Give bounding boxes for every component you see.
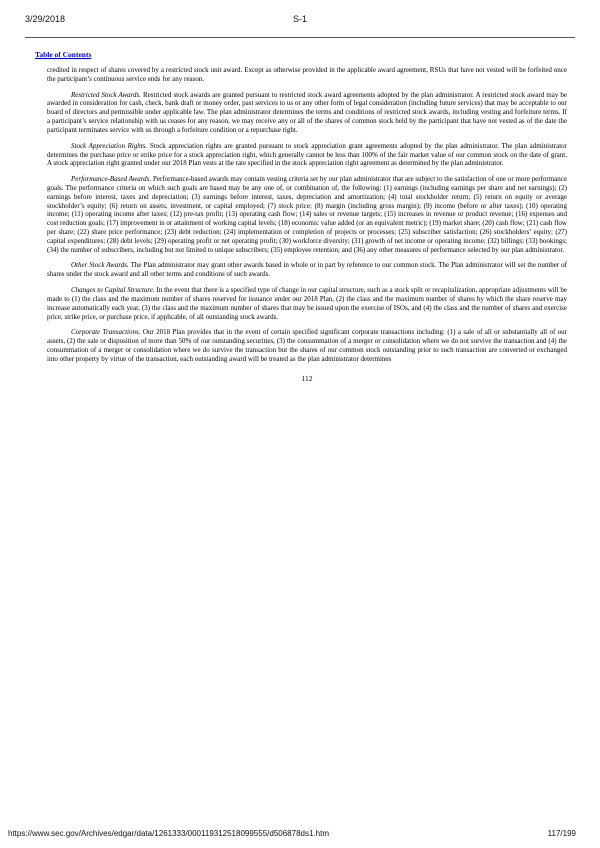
paragraph: Corporate Transactions. Our 2018 Plan provides that in the event of certain specified significant corporate transactions including: (1) a sale of all or substantially all of our assets, (2) the sale or disposition of more than 50% of our outstanding securities, (3) the consummation of a merger or consolidation where we do not survive the transaction and (4) the consummation of a merger or consolidation where we do survive the transaction but the shares of our common stock outstanding prior to such transaction are converted or exchanged into other property by virtue of the transaction, each outstanding award will be treated as the plan administrator determines <box>47 328 567 363</box>
paragraph-lead: Stock Appreciation Rights. <box>71 141 148 150</box>
paragraph: Other Stock Awards. The Plan administrator may grant other awards based in whole or in part by reference to our common stock. The Plan administrator will set the number of shares under the stock award and all other terms and conditions of such awards. <box>47 261 567 279</box>
paragraph-lead: Changes to Capital Structure. <box>71 286 155 295</box>
print-header <box>25 14 575 26</box>
header-rule <box>25 37 575 38</box>
paragraph-lead: Restricted Stock Awards. <box>71 90 141 99</box>
paragraph: Restricted Stock Awards. Restricted stock awards are granted pursuant to restricted stock award agreements adopted by the plan administrator. A restricted stock award may be awarded in consideration for cash, check, bank draft or money order, past services to us or any other form of legal consideration (including future services) that may be acceptable to our board of directors and permissible under applicable law. The plan administrator determines the terms and conditions of restricted stock awards, including vesting and forfeiture terms. If a participant’s service relationship with us ceases for any reason, we may receive any or all of the shares of common stock held by the participant that have not vested as of the date the participant terminates service with us through a forfeiture condition or a repurchase right. <box>47 90 567 134</box>
document-content <box>47 66 567 383</box>
page-progress: 117/199 <box>547 829 576 838</box>
paragraph: Stock Appreciation Rights. Stock appreciation rights are granted pursuant to stock appreciation grant agreements adopted by the plan administrator. The plan administrator determines the purchase price or strike price for a stock appreciation right, which generally cannot be less than 100% of the fair market value of our common stock on the date of grant. A stock appreciation right granted under our 2018 Plan vests at the rate specified in the stock appreciation right agreement as determined by the plan administrator. <box>47 141 567 168</box>
paragraph-lead: Corporate Transactions. <box>71 328 141 337</box>
paragraph: Performance-Based Awards. Performance-based awards may contain vesting criteria set by our plan administrator that are subject to the satisfaction of one or more performance goals. The performance criteria on which such goals are based may be any one of, or combination of, the following: (1) earnings (including earnings per share and net earnings); (2) earnings before interest, taxes and depreciation; (3) earnings before interest, taxes, depreciation and amortization; (4) total stockholder return; (5) return on equity or average stockholder’s equity; (6) return on assets, investment, or capital employed; (7) stock price; (8) margin (including gross margin); (9) income (before or after taxes); (10) operating income; (11) operating income after taxes; (12) pre-tax profit; (13) operating cash flow; (14) sales or revenue targets; (15) increases in revenue or product revenue; (16) expenses and cost reduction goals; (17) improvement in or attainment of working capital levels; (18) economic value added (or an equivalent metric); (19) market share; (20) cash flow; (21) cash flow per share; (22) share price performance; (23) debt reduction; (24) implementation or completion of projects or processes; (25) subscriber satisfaction; (26) stockholders’ equity; (27) capital expenditures; (28) debt levels; (29) operating profit or net operating profit; (30) workforce diversity; (31) growth of net income or operating income; (32) billings; (33) bookings; (34) the number of subscribers, including but not limited to unique subscribers; (35) employee retention; and (36) any other measures of performance selected by our plan administrator. <box>47 175 567 254</box>
paragraph-lead: Other Stock Awards. <box>71 261 129 270</box>
print-date: 3/29/2018 <box>25 14 66 24</box>
print-footer <box>8 829 576 838</box>
toc-link-container <box>35 44 91 62</box>
document-type-label: S-1 <box>292 14 307 24</box>
paragraph: Changes to Capital Structure. In the event that there is a specified type of change in our capital structure, such as a stock split or recapitalization, appropriate adjustments will be made to (1) the class and the maximum number of shares reserved for issuance under our 2018 Plan, (2) the class and the maximum number of shares by which the share reserve may increase automatically each year, (3) the class and the maximum number of shares that may be issued upon the exercise of ISOs, and (4) the class and the number of shares and exercise price, strike price, or purchase price, if applicable, of all outstanding stock awards. <box>47 286 567 321</box>
paragraph: credited in respect of shares covered by a restricted stock unit award. Except as otherwise provided in the applicable award agreement, RSUs that have not vested will be forfeited once the participant’s continuous service ends for any reason. <box>47 66 567 83</box>
table-of-contents-link[interactable]: Table of Contents <box>35 50 92 59</box>
source-url: https://www.sec.gov/Archives/edgar/data/1261333/000119312518099555/d506878ds1.htm <box>8 829 329 838</box>
document-body <box>47 66 567 364</box>
page-number: 112 <box>301 373 313 383</box>
paragraph-lead: Performance-Based Awards. <box>71 175 152 184</box>
